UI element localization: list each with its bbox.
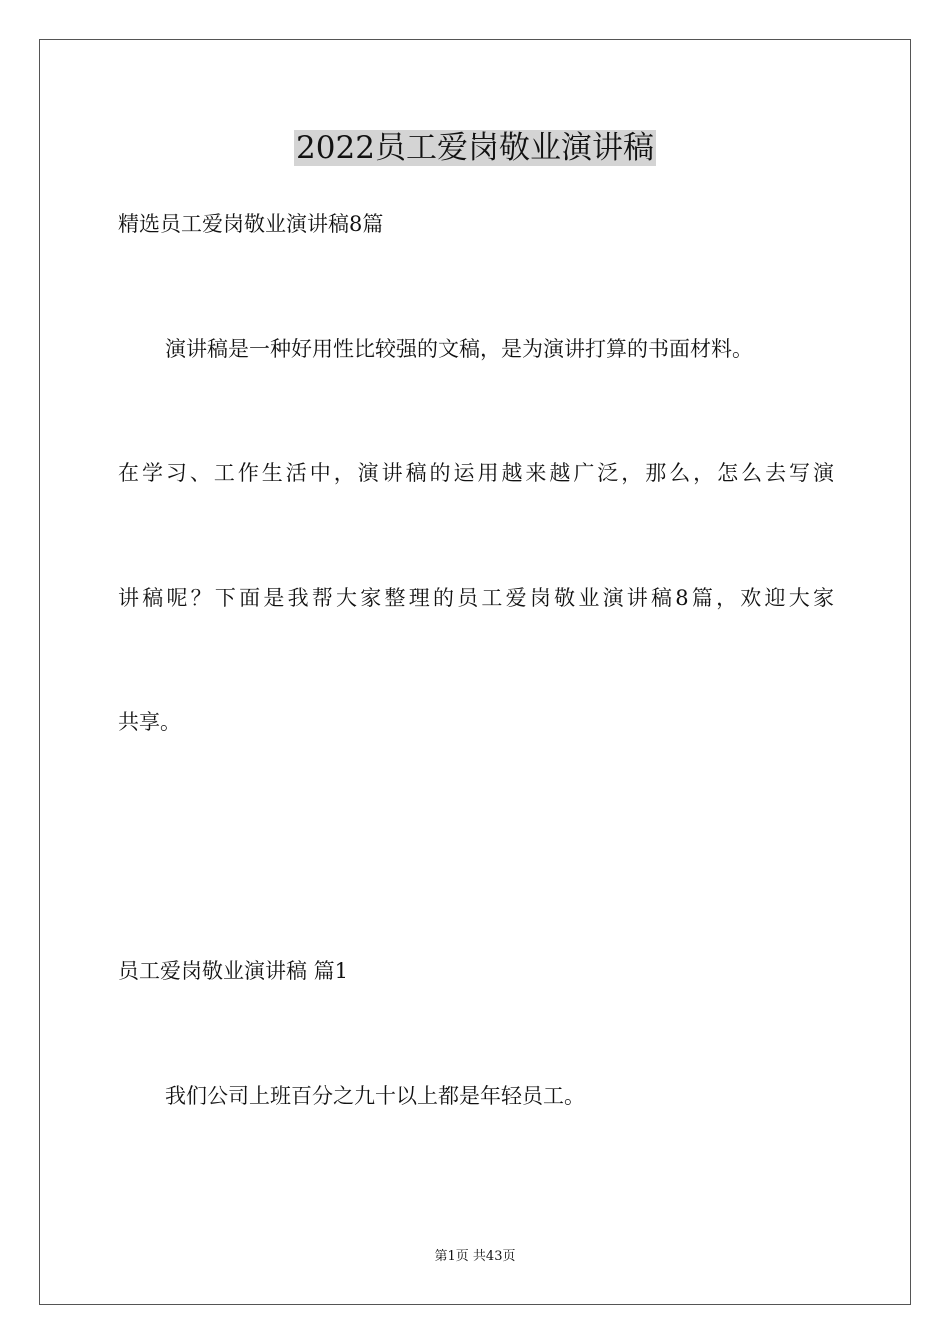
intro-line-3: 讲稿呢？下面是我帮大家整理的员工爱岗敬业演讲稿8篇，欢迎大家	[118, 586, 834, 610]
document-subtitle: 精选员工爱岗敬业演讲稿8篇	[118, 212, 384, 236]
section-paragraph-line: 我们公司上班百分之九十以上都是年轻员工。	[165, 1084, 585, 1108]
document-title	[0, 128, 950, 168]
intro-line-2: 在学习、工作生活中，演讲稿的运用越来越广泛，那么，怎么去写演	[118, 461, 834, 485]
page-footer: 第1页 共43页	[434, 1249, 516, 1264]
document-title-text: 2022员工爱岗敬业演讲稿	[296, 130, 654, 166]
intro-line-4: 共享。	[118, 710, 181, 734]
section-heading: 员工爱岗敬业演讲稿 篇1	[118, 959, 349, 983]
intro-line-1: 演讲稿是一种好用性比较强的文稿，是为演讲打算的书面材料。	[165, 337, 753, 361]
